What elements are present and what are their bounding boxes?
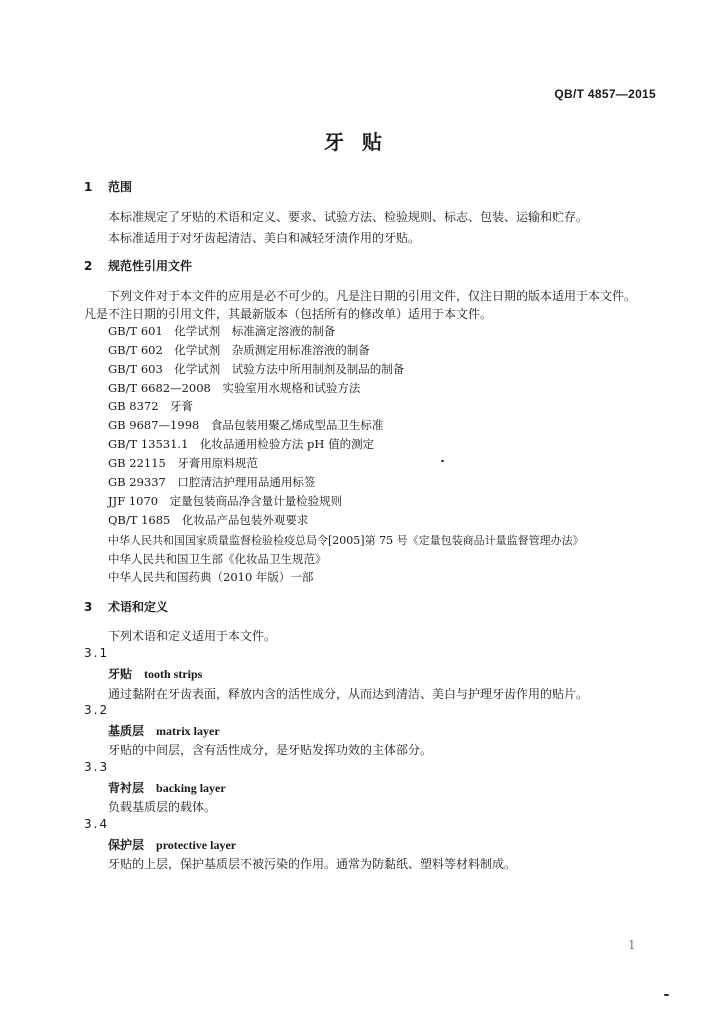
term-english: backing layer (156, 781, 226, 795)
terms-intro: 下列术语和定义适用于本文件。 (108, 629, 277, 643)
term-chinese: 保护层 (108, 838, 145, 852)
reference-item: GB/T 601 化学试剂 标准滴定溶液的制备 (108, 324, 336, 338)
section-number: 3 (84, 600, 93, 614)
scope-paragraph-2: 本标准适用于对牙齿起清洁、美白和减轻牙渍作用的牙贴。 (108, 231, 421, 245)
term-chinese: 基质层 (108, 724, 145, 738)
reference-item: 中华人民共和国卫生部《化妆品卫生规范》 (108, 552, 327, 566)
reference-item: GB 22115 牙膏用原料规范 (108, 456, 258, 470)
page-number: 1 (628, 938, 636, 952)
term-english: tooth strips (144, 667, 203, 681)
section-title: 规范性引用文件 (108, 259, 193, 273)
normative-intro-line-2: 凡是不注日期的引用文件，其最新版本（包括所有的修改单）适用于本文件。 (84, 307, 493, 321)
section-3-heading (84, 598, 168, 615)
term-number: 3.1 (84, 646, 110, 660)
reference-item: GB/T 602 化学试剂 杂质测定用标准溶液的制备 (108, 343, 370, 357)
term-number: 3.2 (84, 703, 110, 717)
document-title: 牙贴 (324, 130, 400, 154)
term-english: matrix layer (156, 724, 220, 738)
reference-item: GB 8372 牙膏 (108, 399, 194, 413)
term-heading (108, 779, 226, 796)
reference-item: GB 29337 口腔清洁护理用品通用标签 (108, 475, 316, 489)
section-title: 术语和定义 (108, 600, 169, 614)
term-heading (108, 836, 236, 853)
term-definition: 牙贴的中间层，含有活性成分，是牙贴发挥功效的主体部分。 (108, 743, 433, 757)
section-number: 2 (84, 259, 93, 273)
section-1-heading (84, 178, 132, 195)
reference-item: GB 9687—1998 食品包装用聚乙烯成型品卫生标准 (108, 418, 384, 432)
reference-item: 中华人民共和国国家质量监督检验检疫总局令[2005]第 75 号《定量包装商品计量监督管理办法》 (108, 534, 584, 547)
scan-speck (664, 994, 669, 996)
term-definition: 负载基质层的载体。 (108, 800, 217, 814)
term-heading (108, 665, 202, 682)
term-english: protective layer (156, 838, 237, 852)
reference-item: JJF 1070 定量包装商品净含量计量检验规则 (108, 494, 343, 508)
section-number: 1 (84, 180, 93, 194)
reference-item: 中华人民共和国药典（2010 年版）一部 (108, 570, 314, 584)
scan-speck (441, 460, 444, 462)
reference-item: GB/T 13531.1 化妆品通用检验方法 pH 值的测定 (108, 437, 375, 451)
reference-item: GB/T 603 化学试剂 试验方法中所用制剂及制品的制备 (108, 362, 405, 376)
term-definition: 牙贴的上层，保护基质层不被污染的作用。通常为防黏纸、塑料等材料制成。 (108, 857, 517, 871)
reference-item: GB/T 6682—2008 实验室用水规格和试验方法 (108, 381, 361, 395)
term-number: 3.3 (84, 760, 110, 774)
term-number: 3.4 (84, 817, 110, 831)
term-heading (108, 722, 220, 739)
section-title: 范围 (108, 180, 133, 194)
term-definition: 通过黏附在牙齿表面，释放内含的活性成分，从而达到清洁、美白与护理牙齿作用的贴片。 (108, 687, 589, 701)
term-chinese: 背衬层 (108, 781, 145, 795)
term-chinese: 牙贴 (108, 667, 133, 681)
scope-paragraph-1: 本标准规定了牙贴的术语和定义、要求、试验方法、检验规则、标志、包装、运输和贮存。 (108, 210, 589, 224)
section-2-heading (84, 257, 192, 274)
normative-intro-line-1: 下列文件对于本文件的应用是必不可少的。凡是注日期的引用文件，仅注日期的版本适用于本文件。 (108, 289, 637, 303)
reference-item: QB/T 1685 化妆品产品包装外观要求 (108, 513, 309, 527)
standard-code: QB/T 4857—2015 (554, 87, 656, 101)
